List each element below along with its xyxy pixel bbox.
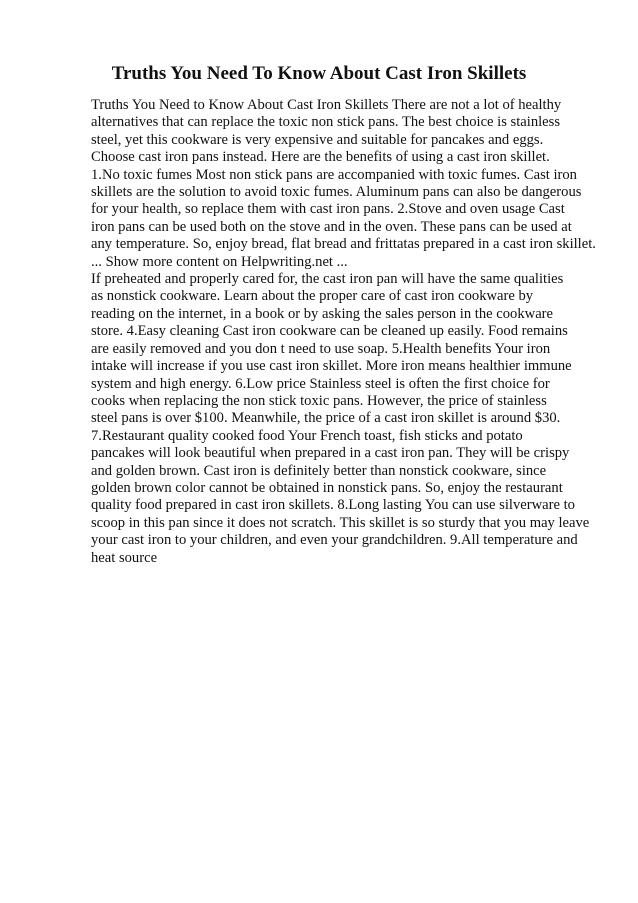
body-line: Truths You Need to Know About Cast Iron Skillets There are not a lot of healthy bbox=[91, 97, 562, 113]
body-line: steel, yet this cookware is very expensive and suitable for pancakes and eggs. bbox=[91, 131, 544, 148]
body-line: skillets are the solution to avoid toxic fumes. Aluminum pans can also be dangerous bbox=[91, 184, 582, 201]
body-line: alternatives that can replace the toxic non stick pans. The best choice is stainless bbox=[91, 114, 561, 131]
body-line: for your health, so replace them with cast iron pans. 2.Stove and oven usage Cast bbox=[91, 201, 565, 218]
body-line: scoop in this pan since it does not scratch. This skillet is so sturdy that you may leave bbox=[91, 514, 590, 531]
show-more-content-line: ... Show more content on Helpwriting.net ... bbox=[91, 253, 348, 270]
body-line: system and high energy. 6.Low price Stainless steel is often the first choice for bbox=[91, 375, 550, 392]
body-line: and golden brown. Cast iron is definitely better than nonstick cookware, since bbox=[91, 462, 547, 479]
body-line: Choose cast iron pans instead. Here are the benefits of using a cast iron skillet. bbox=[91, 149, 550, 166]
body-line: your cast iron to your children, and even your grandchildren. 9.All temperature and bbox=[91, 532, 578, 549]
body-line: 7.Restaurant quality cooked food Your French toast, fish sticks and potato bbox=[91, 427, 523, 444]
body-line: intake will increase if you use cast iron skillet. More iron means healthier immune bbox=[91, 358, 572, 375]
body-line: If preheated and properly cared for, the cast iron pan will have the same qualities bbox=[91, 271, 564, 288]
body-line: pancakes will look beautiful when prepared in a cast iron pan. They will be crispy bbox=[91, 445, 570, 462]
document-title: Truths You Need To Know About Cast Iron Skillets bbox=[111, 63, 527, 84]
body-line: store. 4.Easy cleaning Cast iron cookware can be cleaned up easily. Food remains bbox=[91, 323, 568, 340]
body-line: heat source bbox=[91, 549, 158, 566]
body-line: are easily removed and you don t need to use soap. 5.Health benefits Your iron bbox=[91, 340, 551, 357]
body-line: golden brown color cannot be obtained in nonstick pans. So, enjoy the restaurant bbox=[91, 479, 563, 496]
body-line: steel pans is over $100. Meanwhile, the price of a cast iron skillet is around $30. bbox=[91, 410, 561, 427]
body-line: as nonstick cookware. Learn about the proper care of cast iron cookware by bbox=[91, 288, 534, 305]
document-body bbox=[91, 97, 631, 567]
body-line: iron pans can be used both on the stove and in the oven. These pans can be used at bbox=[91, 218, 572, 235]
body-line: any temperature. So, enjoy bread, flat bread and frittatas prepared in a cast iron skillet. bbox=[91, 236, 596, 253]
body-line: reading on the internet, in a book or by asking the sales person in the cookware bbox=[91, 305, 554, 322]
body-line: 1.No toxic fumes Most non stick pans are accompanied with toxic fumes. Cast iron bbox=[91, 166, 577, 183]
body-line: quality food prepared in cast iron skillets. 8.Long lasting You can use silverware to bbox=[91, 497, 575, 514]
body-line: cooks when replacing the non stick toxic pans. However, the price of stainless bbox=[91, 392, 547, 409]
